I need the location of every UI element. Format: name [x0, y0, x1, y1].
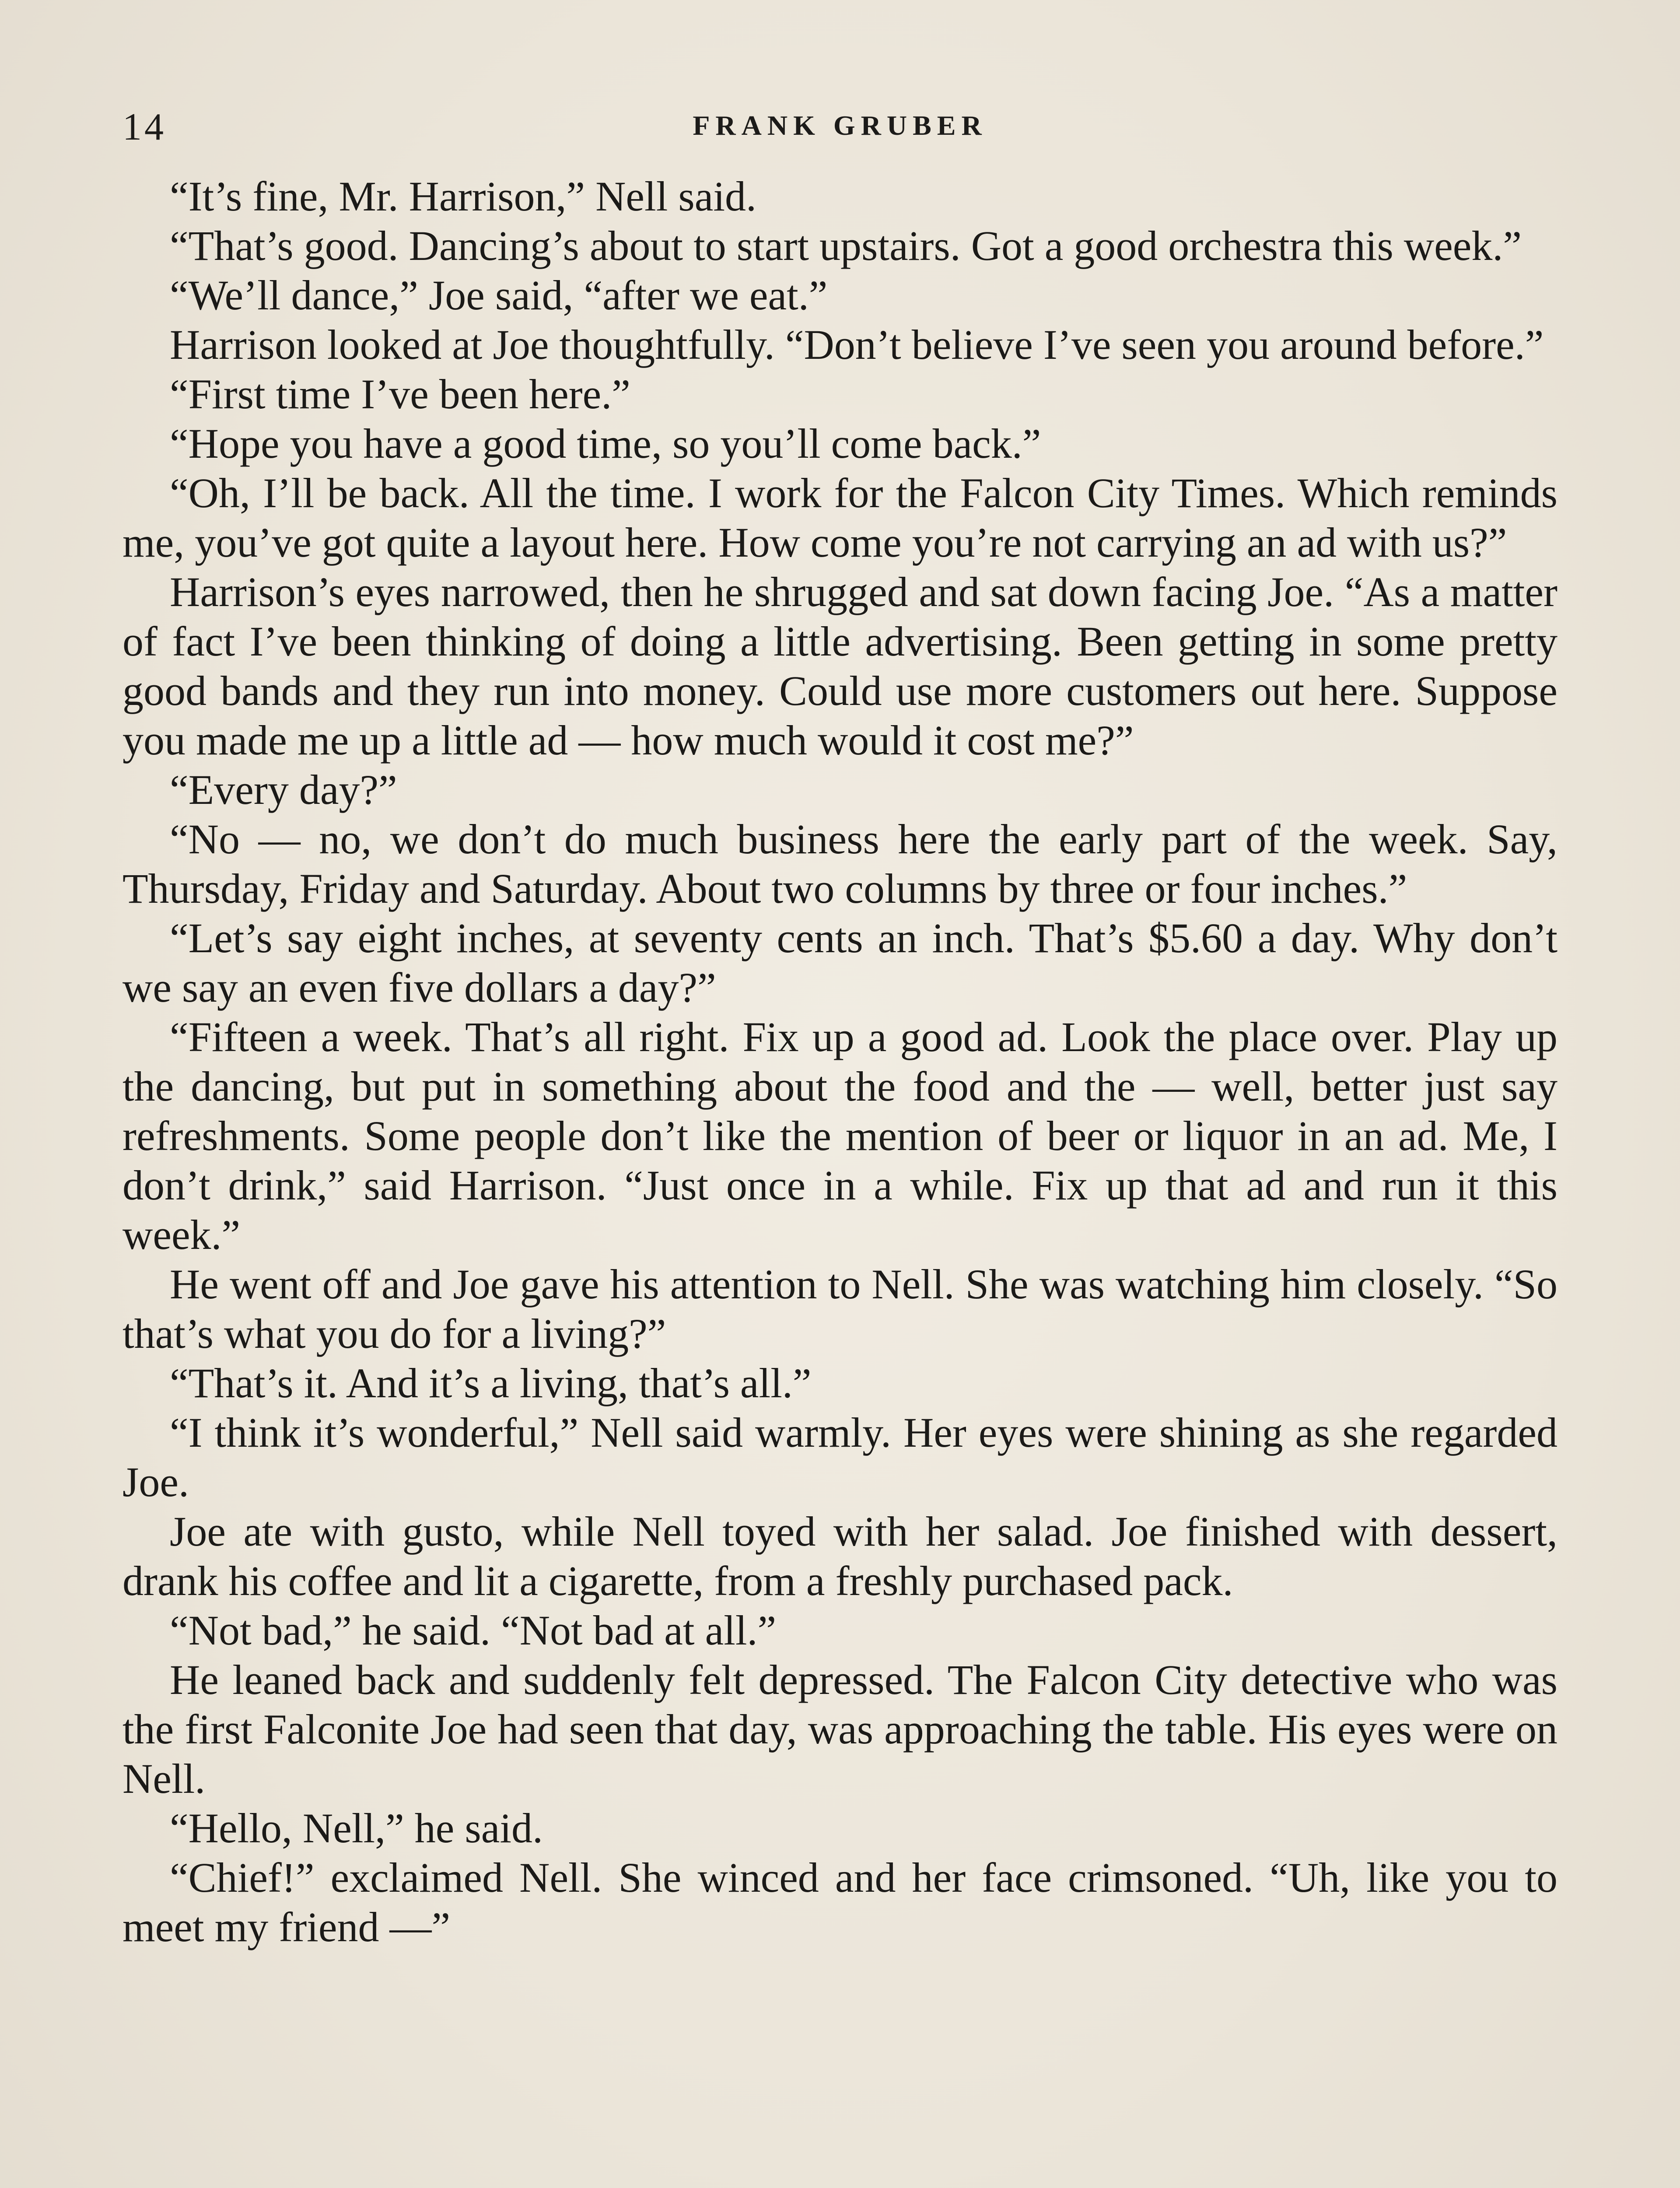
- paragraph: He went off and Joe gave his attention to Nell. She was watching him closely. “So that’s what you do for a living?”: [122, 1261, 1558, 1357]
- page-number: 14: [122, 106, 166, 148]
- paragraph: “Oh, I’ll be back. All the time. I work for the Falcon City Times. Which reminds me, you’ve got quite a layout here. How come you’re not carrying an ad with us?”: [122, 470, 1558, 566]
- paragraph: “Chief!” exclaimed Nell. She winced and her face crimsoned. “Uh, like you to meet my friend —”: [122, 1854, 1558, 1950]
- paragraph: “Every day?”: [170, 766, 397, 813]
- paragraph: “Fifteen a week. That’s all right. Fix up a good ad. Look the place over. Play up the dancing, but put in something about the food and the — well, better just say refreshments. Some people don’t like the mention of beer or liquor in an ad. Me, I don’t drink,” said Harrison. “Just once in a while. Fix up that ad and run it this week.”: [122, 1013, 1558, 1258]
- paragraph: He leaned back and suddenly felt depressed. The Falcon City detective who was the first Falconite Joe had seen that day, was approaching the table. His eyes were on Nell.: [122, 1656, 1558, 1802]
- paragraph: Harrison looked at Joe thoughtfully. “Don’t believe I’ve seen you around before.”: [170, 321, 1544, 368]
- paragraph: “Not bad,” he said. “Not bad at all.”: [170, 1607, 777, 1654]
- running-head: FRANK GRUBER: [693, 110, 987, 141]
- paragraph: “That’s it. And it’s a living, that’s all.”: [170, 1360, 812, 1406]
- paragraph: “I think it’s wonderful,” Nell said warmly. Her eyes were shining as she regarded Joe.: [122, 1409, 1558, 1505]
- paragraph: “First time I’ve been here.”: [170, 371, 630, 417]
- body-text: [122, 172, 1558, 1952]
- paragraph: “Hello, Nell,” he said.: [170, 1805, 543, 1851]
- paragraph: “It’s fine, Mr. Harrison,” Nell said.: [170, 173, 756, 220]
- paragraph: Harrison’s eyes narrowed, then he shrugged and sat down facing Joe. “As a matter of fact I’ve been thinking of doing a little advertising. Been getting in some pretty good bands and they run into money. Could use more customers out here. Suppose you made me up a little ad — how much would it cost me?”: [122, 568, 1558, 764]
- page-header: [122, 101, 1558, 153]
- paragraph: “Let’s say eight inches, at seventy cents an inch. That’s $5.60 a day. Why don’t we say an even five dollars a day?”: [122, 915, 1558, 1011]
- paragraph: “Hope you have a good time, so you’ll come back.”: [170, 420, 1041, 467]
- paragraph: Joe ate with gusto, while Nell toyed with her salad. Joe finished with dessert, drank his coffee and lit a cigarette, from a freshly purchased pack.: [122, 1508, 1558, 1604]
- paragraph: “No — no, we don’t do much business here the early part of the week. Say, Thursday, Friday and Saturday. About two columns by three or four inches.”: [122, 816, 1558, 912]
- paragraph: “That’s good. Dancing’s about to start upstairs. Got a good orchestra this week.”: [170, 222, 1522, 269]
- paragraph: “We’ll dance,” Joe said, “after we eat.”: [170, 272, 828, 319]
